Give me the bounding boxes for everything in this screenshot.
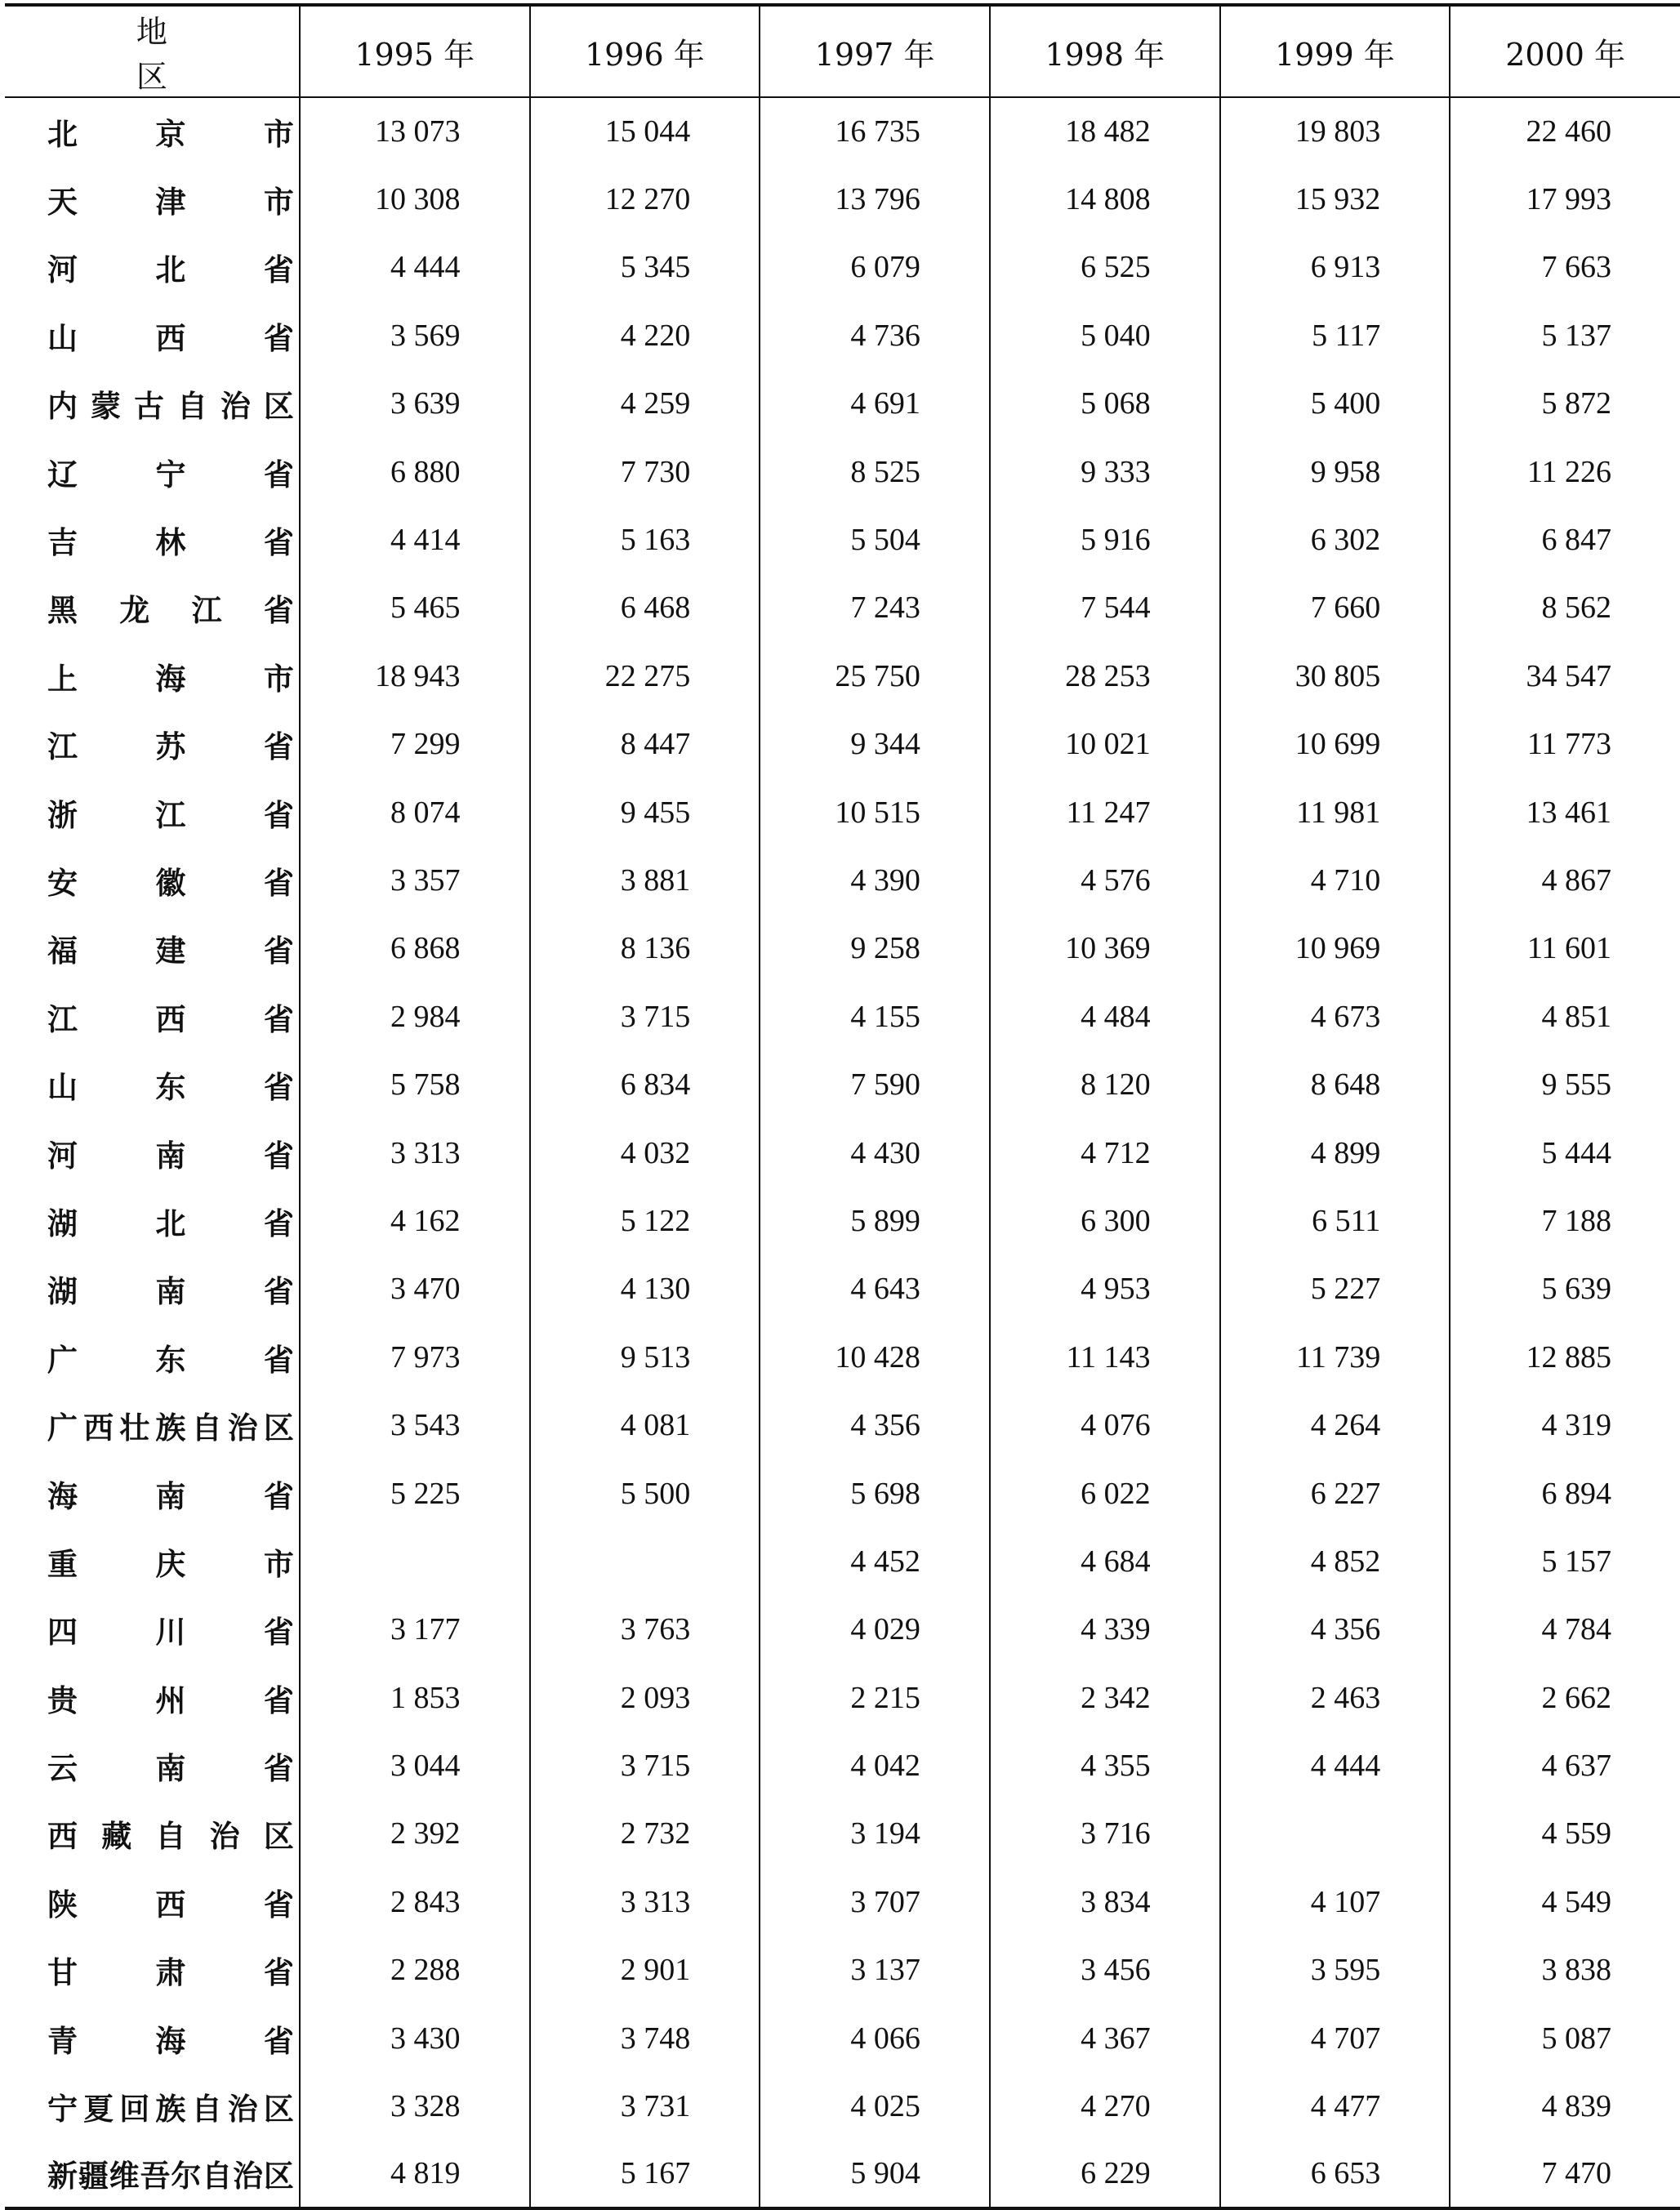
region-cell: 上 海 市 bbox=[47, 661, 294, 697]
value-cell: 5 872 bbox=[1450, 370, 1680, 438]
value-cell: 4 736 bbox=[760, 301, 990, 369]
value-cell: 13 796 bbox=[760, 165, 990, 233]
value-cell: 7 243 bbox=[760, 574, 990, 642]
value-cell: 9 555 bbox=[1450, 1050, 1680, 1118]
table-row bbox=[5, 2141, 1680, 2208]
value-cell: 25 750 bbox=[760, 642, 990, 710]
value-cell: 2 215 bbox=[760, 1664, 990, 1731]
value-cell: 3 456 bbox=[990, 1936, 1220, 2004]
value-cell: 3 731 bbox=[530, 2072, 760, 2140]
value-cell: 11 247 bbox=[990, 778, 1220, 846]
region-cell: 云 南 省 bbox=[47, 1751, 294, 1787]
value-cell: 3 470 bbox=[300, 1255, 530, 1323]
value-cell: 7 544 bbox=[990, 574, 1220, 642]
table-row bbox=[5, 846, 1680, 914]
value-cell: 18 482 bbox=[990, 97, 1220, 165]
value-cell: 2 843 bbox=[300, 1868, 530, 1936]
value-cell: 4 029 bbox=[760, 1596, 990, 1664]
value-cell: 8 136 bbox=[530, 915, 760, 982]
value-cell: 11 226 bbox=[1450, 438, 1680, 506]
value-cell: 2 984 bbox=[300, 982, 530, 1050]
table-row bbox=[5, 1323, 1680, 1391]
value-cell: 4 066 bbox=[760, 2004, 990, 2072]
region-cell: 辽 宁 省 bbox=[47, 457, 294, 492]
value-cell: 2 093 bbox=[530, 1664, 760, 1731]
value-cell: 6 847 bbox=[1450, 506, 1680, 573]
value-cell: 4 220 bbox=[530, 301, 760, 369]
value-cell: 3 543 bbox=[300, 1391, 530, 1459]
value-cell: 4 784 bbox=[1450, 1596, 1680, 1664]
value-cell: 11 773 bbox=[1450, 711, 1680, 778]
value-cell: 5 087 bbox=[1450, 2004, 1680, 2072]
value-cell: 4 851 bbox=[1450, 982, 1680, 1050]
value-cell: 3 328 bbox=[300, 2072, 530, 2140]
value-cell: 3 838 bbox=[1450, 1936, 1680, 2004]
value-cell: 4 852 bbox=[1220, 1527, 1451, 1595]
table-row bbox=[5, 97, 1680, 165]
value-cell: 3 137 bbox=[760, 1936, 990, 2004]
value-cell: 28 253 bbox=[990, 642, 1220, 710]
value-cell: 7 660 bbox=[1220, 574, 1451, 642]
region-cell: 广西壮族自治区 bbox=[47, 1410, 294, 1446]
value-cell: 4 339 bbox=[990, 1596, 1220, 1664]
region-cell: 新疆维吾尔自治区 bbox=[5, 2141, 300, 2208]
header-row bbox=[5, 5, 1680, 97]
value-cell: 2 732 bbox=[530, 1800, 760, 1868]
value-cell: 4 899 bbox=[1220, 1119, 1451, 1187]
value-cell: 3 313 bbox=[530, 1868, 760, 1936]
value-cell: 4 076 bbox=[990, 1391, 1220, 1459]
value-cell: 5 227 bbox=[1220, 1255, 1451, 1323]
value-cell: 6 913 bbox=[1220, 234, 1451, 301]
value-cell: 10 699 bbox=[1220, 711, 1451, 778]
value-cell: 5 225 bbox=[300, 1459, 530, 1527]
value-cell: 4 356 bbox=[760, 1391, 990, 1459]
value-cell: 1 853 bbox=[300, 1664, 530, 1731]
region-cell: 湖 南 省 bbox=[47, 1274, 294, 1310]
region-cell: 江 苏 省 bbox=[47, 729, 294, 765]
value-cell: 6 525 bbox=[990, 234, 1220, 301]
value-cell: 4 107 bbox=[1220, 1868, 1451, 1936]
value-cell: 10 428 bbox=[760, 1323, 990, 1391]
value-cell: 3 748 bbox=[530, 2004, 760, 2072]
value-cell: 4 839 bbox=[1450, 2072, 1680, 2140]
value-cell: 10 969 bbox=[1220, 915, 1451, 982]
value-cell: 3 716 bbox=[990, 1800, 1220, 1868]
table-row bbox=[5, 1391, 1680, 1459]
region-cell: 河 南 省 bbox=[47, 1138, 294, 1174]
value-cell: 2 392 bbox=[300, 1800, 530, 1868]
value-cell bbox=[1220, 1800, 1451, 1868]
value-cell: 8 648 bbox=[1220, 1050, 1451, 1118]
value-cell: 5 122 bbox=[530, 1187, 760, 1254]
table-row bbox=[5, 506, 1680, 573]
value-cell: 6 229 bbox=[990, 2141, 1220, 2208]
table-row bbox=[5, 915, 1680, 982]
value-cell: 2 288 bbox=[300, 1936, 530, 2004]
value-cell: 12 885 bbox=[1450, 1323, 1680, 1391]
value-cell: 4 549 bbox=[1450, 1868, 1680, 1936]
table-row bbox=[5, 1255, 1680, 1323]
table-row bbox=[5, 1119, 1680, 1187]
table-body bbox=[5, 97, 1680, 2208]
region-cell: 甘 肃 省 bbox=[47, 1955, 294, 1991]
value-cell: 15 932 bbox=[1220, 165, 1451, 233]
value-cell: 19 803 bbox=[1220, 97, 1451, 165]
year-column-header: 1996 年 bbox=[530, 5, 760, 97]
value-cell: 8 525 bbox=[760, 438, 990, 506]
value-cell: 4 414 bbox=[300, 506, 530, 573]
value-cell: 10 021 bbox=[990, 711, 1220, 778]
year-column-header: 2000 年 bbox=[1450, 5, 1680, 97]
value-cell: 7 299 bbox=[300, 711, 530, 778]
value-cell: 4 953 bbox=[990, 1255, 1220, 1323]
value-cell: 6 302 bbox=[1220, 506, 1451, 573]
table-row bbox=[5, 1936, 1680, 2004]
value-cell: 7 663 bbox=[1450, 234, 1680, 301]
year-column-header: 1999 年 bbox=[1220, 5, 1451, 97]
value-cell: 3 569 bbox=[300, 301, 530, 369]
value-cell: 5 465 bbox=[300, 574, 530, 642]
region-cell: 青 海 省 bbox=[47, 2023, 294, 2059]
value-cell: 4 707 bbox=[1220, 2004, 1451, 2072]
value-cell: 3 834 bbox=[990, 1868, 1220, 1936]
value-cell: 4 484 bbox=[990, 982, 1220, 1050]
value-cell: 30 805 bbox=[1220, 642, 1451, 710]
table-row bbox=[5, 574, 1680, 642]
region-cell: 山 东 省 bbox=[47, 1070, 294, 1106]
value-cell: 4 032 bbox=[530, 1119, 760, 1187]
value-cell: 11 739 bbox=[1220, 1323, 1451, 1391]
value-cell: 4 025 bbox=[760, 2072, 990, 2140]
value-cell: 7 470 bbox=[1450, 2141, 1680, 2208]
value-cell: 4 819 bbox=[300, 2141, 530, 2208]
table-row bbox=[5, 1731, 1680, 1799]
table-row bbox=[5, 165, 1680, 233]
value-cell: 5 117 bbox=[1220, 301, 1451, 369]
value-cell: 3 430 bbox=[300, 2004, 530, 2072]
value-cell: 17 993 bbox=[1450, 165, 1680, 233]
value-cell: 4 691 bbox=[760, 370, 990, 438]
value-cell: 18 943 bbox=[300, 642, 530, 710]
value-cell: 3 313 bbox=[300, 1119, 530, 1187]
value-cell: 4 867 bbox=[1450, 846, 1680, 914]
value-cell: 5 163 bbox=[530, 506, 760, 573]
table-row bbox=[5, 301, 1680, 369]
table-row bbox=[5, 778, 1680, 846]
region-cell: 吉 林 省 bbox=[47, 525, 294, 561]
year-column-header: 1995 年 bbox=[300, 5, 530, 97]
value-cell: 4 356 bbox=[1220, 1596, 1451, 1664]
table-row bbox=[5, 438, 1680, 506]
value-cell: 5 500 bbox=[530, 1459, 760, 1527]
value-cell: 6 227 bbox=[1220, 1459, 1451, 1527]
value-cell: 4 390 bbox=[760, 846, 990, 914]
value-cell: 3 044 bbox=[300, 1731, 530, 1799]
region-cell: 福 建 省 bbox=[47, 933, 294, 969]
table-row bbox=[5, 1664, 1680, 1731]
value-cell: 9 958 bbox=[1220, 438, 1451, 506]
region-column-header: 地 区 bbox=[5, 5, 300, 97]
value-cell: 7 730 bbox=[530, 438, 760, 506]
value-cell: 6 894 bbox=[1450, 1459, 1680, 1527]
value-cell: 16 735 bbox=[760, 97, 990, 165]
value-cell: 5 904 bbox=[760, 2141, 990, 2208]
value-cell: 4 430 bbox=[760, 1119, 990, 1187]
table-header bbox=[5, 5, 1680, 97]
region-cell: 北 京 市 bbox=[47, 117, 294, 153]
table-row bbox=[5, 711, 1680, 778]
value-cell: 6 868 bbox=[300, 915, 530, 982]
value-cell: 3 357 bbox=[300, 846, 530, 914]
value-cell: 4 081 bbox=[530, 1391, 760, 1459]
value-cell: 5 899 bbox=[760, 1187, 990, 1254]
value-cell: 5 444 bbox=[1450, 1119, 1680, 1187]
value-cell: 4 042 bbox=[760, 1731, 990, 1799]
region-cell: 湖 北 省 bbox=[47, 1205, 294, 1241]
value-cell: 34 547 bbox=[1450, 642, 1680, 710]
value-cell: 5 639 bbox=[1450, 1255, 1680, 1323]
region-cell: 贵 州 省 bbox=[47, 1682, 294, 1718]
value-cell: 6 468 bbox=[530, 574, 760, 642]
value-cell: 9 455 bbox=[530, 778, 760, 846]
value-cell: 14 808 bbox=[990, 165, 1220, 233]
value-cell: 3 715 bbox=[530, 982, 760, 1050]
value-cell: 4 319 bbox=[1450, 1391, 1680, 1459]
value-cell: 2 342 bbox=[990, 1664, 1220, 1731]
value-cell: 5 758 bbox=[300, 1050, 530, 1118]
value-cell: 10 515 bbox=[760, 778, 990, 846]
region-cell: 河 北 省 bbox=[47, 252, 294, 288]
table-row bbox=[5, 1868, 1680, 1936]
value-cell: 12 270 bbox=[530, 165, 760, 233]
table-row bbox=[5, 1527, 1680, 1595]
value-cell: 22 460 bbox=[1450, 97, 1680, 165]
data-table-container bbox=[5, 3, 1680, 2210]
value-cell bbox=[300, 1527, 530, 1595]
value-cell: 4 264 bbox=[1220, 1391, 1451, 1459]
region-cell: 安 徽 省 bbox=[47, 865, 294, 901]
value-cell: 10 369 bbox=[990, 915, 1220, 982]
region-cell: 山 西 省 bbox=[47, 320, 294, 356]
region-cell: 内蒙古自治区 bbox=[47, 389, 294, 425]
value-cell: 9 258 bbox=[760, 915, 990, 982]
value-cell: 9 513 bbox=[530, 1323, 760, 1391]
value-cell: 5 345 bbox=[530, 234, 760, 301]
value-cell: 4 452 bbox=[760, 1527, 990, 1595]
value-cell: 10 308 bbox=[300, 165, 530, 233]
value-cell: 4 673 bbox=[1220, 982, 1451, 1050]
value-cell: 5 400 bbox=[1220, 370, 1451, 438]
value-cell: 3 707 bbox=[760, 1868, 990, 1936]
table-row bbox=[5, 1800, 1680, 1868]
value-cell: 4 259 bbox=[530, 370, 760, 438]
region-cell: 陕 西 省 bbox=[47, 1887, 294, 1923]
region-cell: 天 津 市 bbox=[47, 185, 294, 221]
value-cell: 3 763 bbox=[530, 1596, 760, 1664]
value-cell: 8 120 bbox=[990, 1050, 1220, 1118]
table-row bbox=[5, 1596, 1680, 1664]
value-cell: 4 444 bbox=[1220, 1731, 1451, 1799]
table-row bbox=[5, 1187, 1680, 1254]
value-cell: 7 973 bbox=[300, 1323, 530, 1391]
value-cell: 4 444 bbox=[300, 234, 530, 301]
value-cell: 2 901 bbox=[530, 1936, 760, 2004]
value-cell: 5 137 bbox=[1450, 301, 1680, 369]
value-cell: 6 834 bbox=[530, 1050, 760, 1118]
value-cell: 5 068 bbox=[990, 370, 1220, 438]
value-cell: 9 333 bbox=[990, 438, 1220, 506]
value-cell: 6 300 bbox=[990, 1187, 1220, 1254]
region-cell: 宁夏回族自治区 bbox=[47, 2092, 294, 2128]
value-cell: 5 157 bbox=[1450, 1527, 1680, 1595]
value-cell: 3 639 bbox=[300, 370, 530, 438]
value-cell: 11 143 bbox=[990, 1323, 1220, 1391]
value-cell: 7 188 bbox=[1450, 1187, 1680, 1254]
value-cell: 13 461 bbox=[1450, 778, 1680, 846]
table-row bbox=[5, 1459, 1680, 1527]
value-cell: 4 576 bbox=[990, 846, 1220, 914]
table-row bbox=[5, 2004, 1680, 2072]
region-cell: 广 东 省 bbox=[47, 1342, 294, 1378]
value-cell: 22 275 bbox=[530, 642, 760, 710]
value-cell: 4 270 bbox=[990, 2072, 1220, 2140]
region-cell: 海 南 省 bbox=[47, 1478, 294, 1514]
value-cell: 4 477 bbox=[1220, 2072, 1451, 2140]
value-cell: 4 355 bbox=[990, 1731, 1220, 1799]
year-column-header: 1997 年 bbox=[760, 5, 990, 97]
table-row bbox=[5, 370, 1680, 438]
value-cell: 4 637 bbox=[1450, 1731, 1680, 1799]
region-cell: 四 川 省 bbox=[47, 1615, 294, 1651]
value-cell: 6 022 bbox=[990, 1459, 1220, 1527]
value-cell: 4 559 bbox=[1450, 1800, 1680, 1868]
region-cell: 江 西 省 bbox=[47, 1001, 294, 1037]
value-cell: 5 040 bbox=[990, 301, 1220, 369]
table-row bbox=[5, 1050, 1680, 1118]
value-cell: 2 463 bbox=[1220, 1664, 1451, 1731]
value-cell: 13 073 bbox=[300, 97, 530, 165]
value-cell: 5 167 bbox=[530, 2141, 760, 2208]
year-column-header: 1998 年 bbox=[990, 5, 1220, 97]
value-cell: 3 177 bbox=[300, 1596, 530, 1664]
value-cell: 11 601 bbox=[1450, 915, 1680, 982]
value-cell: 4 684 bbox=[990, 1527, 1220, 1595]
region-cell: 浙 江 省 bbox=[47, 797, 294, 833]
value-cell bbox=[530, 1527, 760, 1595]
value-cell: 11 981 bbox=[1220, 778, 1451, 846]
region-cell: 黑 龙 江 省 bbox=[47, 593, 294, 629]
value-cell: 9 344 bbox=[760, 711, 990, 778]
value-cell: 4 367 bbox=[990, 2004, 1220, 2072]
value-cell: 5 916 bbox=[990, 506, 1220, 573]
table-row bbox=[5, 2072, 1680, 2140]
value-cell: 5 504 bbox=[760, 506, 990, 573]
value-cell: 8 562 bbox=[1450, 574, 1680, 642]
value-cell: 3 881 bbox=[530, 846, 760, 914]
value-cell: 6 511 bbox=[1220, 1187, 1451, 1254]
value-cell: 7 590 bbox=[760, 1050, 990, 1118]
table-row bbox=[5, 234, 1680, 301]
value-cell: 3 715 bbox=[530, 1731, 760, 1799]
value-cell: 5 698 bbox=[760, 1459, 990, 1527]
value-cell: 3 595 bbox=[1220, 1936, 1451, 2004]
value-cell: 4 130 bbox=[530, 1255, 760, 1323]
value-cell: 6 880 bbox=[300, 438, 530, 506]
value-cell: 15 044 bbox=[530, 97, 760, 165]
value-cell: 8 447 bbox=[530, 711, 760, 778]
region-cell: 重 庆 市 bbox=[47, 1546, 294, 1582]
value-cell: 3 194 bbox=[760, 1800, 990, 1868]
value-cell: 4 155 bbox=[760, 982, 990, 1050]
value-cell: 4 643 bbox=[760, 1255, 990, 1323]
value-cell: 2 662 bbox=[1450, 1664, 1680, 1731]
value-cell: 4 162 bbox=[300, 1187, 530, 1254]
value-cell: 6 079 bbox=[760, 234, 990, 301]
value-cell: 4 710 bbox=[1220, 846, 1451, 914]
table-row bbox=[5, 982, 1680, 1050]
table-row bbox=[5, 642, 1680, 710]
value-cell: 4 712 bbox=[990, 1119, 1220, 1187]
regional-data-table bbox=[5, 3, 1680, 2210]
value-cell: 6 653 bbox=[1220, 2141, 1451, 2208]
value-cell: 8 074 bbox=[300, 778, 530, 846]
region-cell: 西藏自治区 bbox=[47, 1819, 294, 1855]
